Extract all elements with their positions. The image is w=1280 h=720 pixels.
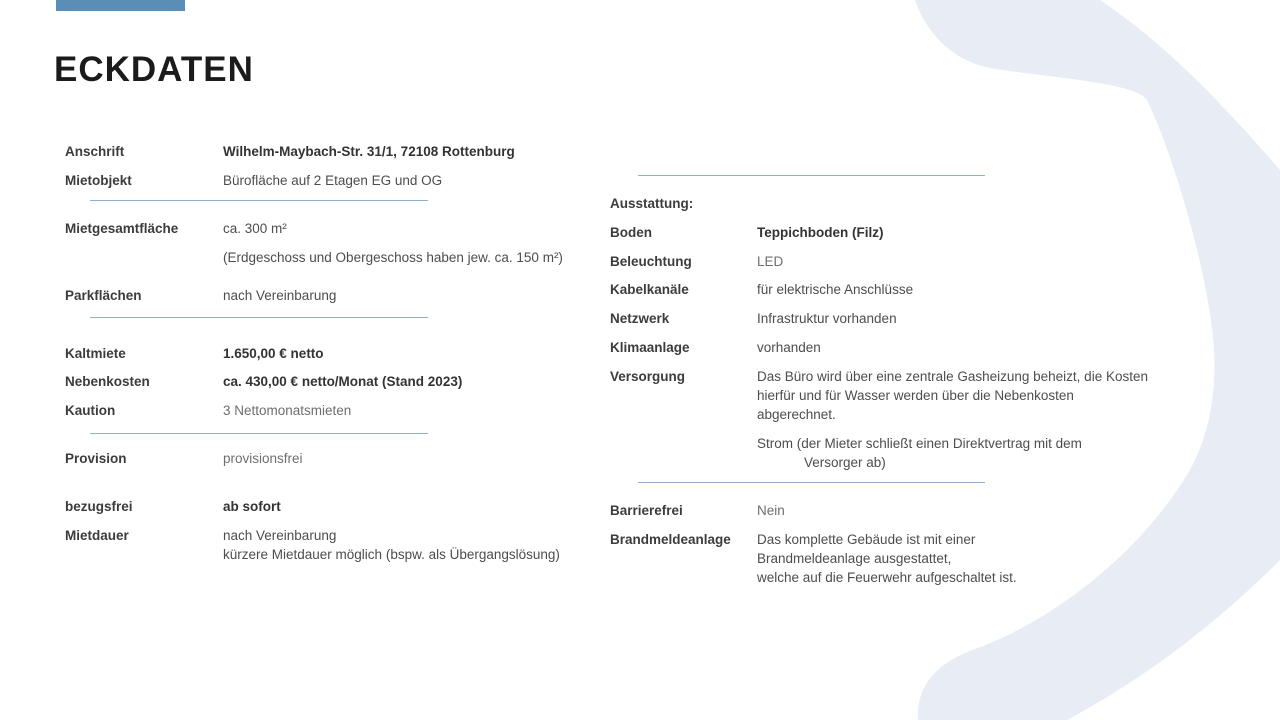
label-mietdauer: Mietdauer — [65, 528, 129, 543]
value-kabelkanaele: für elektrische Anschlüsse — [757, 282, 914, 297]
row-mietdauer — [65, 526, 625, 564]
label-kabelkanaele: Kabelkanäle — [610, 282, 689, 297]
label-klimaanlage: Klimaanlage — [610, 340, 690, 355]
row-provision — [65, 449, 625, 468]
row-anschrift — [65, 142, 625, 161]
value-versorgung-line3: abgerechnet. — [757, 407, 836, 422]
value-kaution: 3 Nettomonatsmieten — [223, 403, 352, 418]
separator — [90, 317, 428, 318]
row-netzwerk — [610, 309, 1210, 328]
label-anschrift: Anschrift — [65, 144, 125, 159]
value-klimaanlage: vorhanden — [757, 340, 821, 355]
page-title: ECKDATEN — [54, 50, 254, 89]
row-ausstattung-heading — [610, 194, 1210, 213]
value-mietdauer-line2: kürzere Mietdauer möglich (bspw. als Übergangslösung) — [223, 547, 560, 562]
label-kaltmiete: Kaltmiete — [65, 346, 126, 361]
row-mietgesamtflaeche — [65, 219, 625, 238]
row-brandmeldeanlage — [610, 530, 1210, 587]
row-parkflaechen — [65, 286, 625, 305]
label-mietgesamtflaeche: Mietgesamtfläche — [65, 221, 179, 236]
value-beleuchtung: LED — [757, 254, 784, 269]
value-barrierefrei: Nein — [757, 503, 785, 518]
row-kaution — [65, 401, 625, 420]
row-versorgung — [610, 367, 1210, 424]
value-mietgesamtflaeche-note: (Erdgeschoss und Obergeschoss haben jew. ca. 150 m²) — [223, 250, 563, 265]
value-mietgesamtflaeche: ca. 300 m² — [223, 221, 287, 236]
value-mietdauer-line1: nach Vereinbarung — [223, 528, 337, 543]
value-versorgung-line1: Das Büro wird über eine zentrale Gasheizung beheizt, die Kosten — [757, 369, 1148, 384]
separator — [90, 433, 428, 434]
separator — [638, 175, 985, 176]
row-mietgesamtflaeche-note — [65, 248, 625, 267]
label-netzwerk: Netzwerk — [610, 311, 670, 326]
value-brandmeldeanlage-line3: welche auf die Feuerwehr aufgeschaltet ist. — [757, 570, 1017, 585]
label-beleuchtung: Beleuchtung — [610, 254, 692, 269]
label-parkflaechen: Parkflächen — [65, 288, 142, 303]
label-boden: Boden — [610, 225, 652, 240]
row-mietobjekt — [65, 171, 625, 190]
value-nebenkosten: ca. 430,00 € netto/Monat (Stand 2023) — [223, 374, 463, 389]
row-boden — [610, 223, 1210, 242]
section-heading-ausstattung: Ausstattung: — [610, 196, 694, 211]
value-strom-line1: Strom (der Mieter schließt einen Direktvertrag mit dem — [757, 436, 1082, 451]
row-barrierefrei — [610, 501, 1210, 520]
row-strom — [610, 434, 1210, 472]
label-mietobjekt: Mietobjekt — [65, 173, 132, 188]
separator — [90, 200, 428, 201]
value-provision: provisionsfrei — [223, 451, 303, 466]
label-brandmeldeanlage: Brandmeldeanlage — [610, 532, 731, 547]
row-bezugsfrei — [65, 497, 625, 516]
value-versorgung-line2: hierfür und für Wasser werden über die Nebenkosten — [757, 388, 1074, 403]
accent-bar — [56, 0, 185, 11]
value-kaltmiete: 1.650,00 € netto — [223, 346, 324, 361]
label-barrierefrei: Barrierefrei — [610, 503, 683, 518]
value-strom-line2: Versorger ab) — [804, 455, 886, 470]
row-klimaanlage — [610, 338, 1210, 357]
row-kabelkanaele — [610, 280, 1210, 299]
label-bezugsfrei: bezugsfrei — [65, 499, 133, 514]
row-kaltmiete — [65, 344, 625, 363]
separator — [638, 482, 985, 483]
label-nebenkosten: Nebenkosten — [65, 374, 150, 389]
value-parkflaechen: nach Vereinbarung — [223, 288, 337, 303]
label-kaution: Kaution — [65, 403, 116, 418]
value-boden: Teppichboden (Filz) — [757, 225, 884, 240]
value-brandmeldeanlage-line1: Das komplette Gebäude ist mit einer — [757, 532, 976, 547]
swoosh-shape — [915, 0, 1280, 720]
value-bezugsfrei: ab sofort — [223, 499, 281, 514]
value-brandmeldeanlage-line2: Brandmeldeanlage ausgestattet, — [757, 551, 952, 566]
row-nebenkosten — [65, 372, 625, 391]
label-provision: Provision — [65, 451, 127, 466]
value-mietobjekt: Bürofläche auf 2 Etagen EG und OG — [223, 173, 443, 188]
label-versorgung: Versorgung — [610, 369, 686, 384]
value-netzwerk: Infrastruktur vorhanden — [757, 311, 897, 326]
value-anschrift: Wilhelm-Maybach-Str. 31/1, 72108 Rottenburg — [223, 144, 515, 159]
row-beleuchtung — [610, 252, 1210, 271]
